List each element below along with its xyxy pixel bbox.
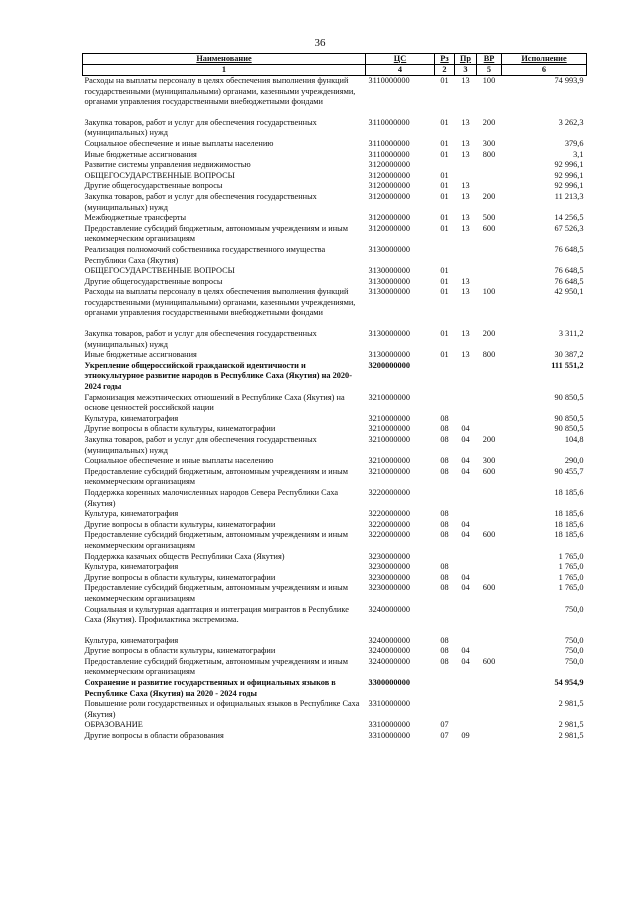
table-row bbox=[83, 467, 587, 488]
row-cs-code: 3120000000 bbox=[368, 160, 410, 170]
row-name: Реализация полномочий собственника государственного имущества Республики Саха (Якутия) bbox=[84, 244, 326, 265]
row-rz: 01 bbox=[440, 223, 449, 233]
row-cs-code: 3200000000 bbox=[368, 360, 410, 370]
row-name: Социальное обеспечение и иные выплаты населению bbox=[84, 138, 274, 148]
row-sum: 3 311,2 bbox=[558, 329, 584, 339]
row-cs-code: 3130000000 bbox=[368, 244, 410, 254]
table-row bbox=[83, 361, 587, 393]
table-row bbox=[83, 678, 587, 699]
row-cs-code: 3310000000 bbox=[368, 731, 410, 741]
table-row bbox=[83, 424, 587, 435]
row-vr: 200 bbox=[482, 117, 496, 127]
row-pr: 13 bbox=[461, 223, 470, 233]
row-pr: 04 bbox=[461, 424, 470, 434]
table-row bbox=[83, 509, 587, 520]
row-cs-code: 3210000000 bbox=[368, 435, 410, 444]
row-name: Поддержка казачьих обществ Республики Саха (Якутия) bbox=[84, 551, 285, 561]
header-rz: Рз bbox=[435, 54, 455, 65]
row-rz: 07 bbox=[440, 731, 449, 741]
row-pr: 13 bbox=[461, 76, 470, 85]
row-name: ОБРАЗОВАНИЕ bbox=[84, 720, 143, 730]
row-rz: 08 bbox=[440, 424, 449, 434]
row-cs-code: 3130000000 bbox=[368, 287, 410, 297]
row-rz: 08 bbox=[440, 646, 449, 656]
row-vr: 800 bbox=[482, 149, 496, 159]
row-pr bbox=[455, 636, 477, 647]
table-header bbox=[83, 54, 587, 76]
row-cs-code: 3110000000 bbox=[368, 149, 410, 159]
colnum-sum: 6 bbox=[502, 65, 587, 76]
row-pr: 13 bbox=[461, 329, 470, 339]
table-row bbox=[83, 393, 587, 414]
row-vr: 200 bbox=[482, 329, 496, 339]
row-cs-code: 3120000000 bbox=[368, 191, 410, 201]
row-rz: 01 bbox=[440, 181, 449, 191]
table-body bbox=[83, 76, 587, 742]
row-cs-code: 3210000000 bbox=[368, 424, 410, 434]
row-name: Предоставление субсидий бюджетным, автономным учреждениям и иным некоммерческим организациям bbox=[84, 466, 348, 487]
row-rz: 08 bbox=[440, 583, 449, 593]
row-name: Другие общегосударственные вопросы bbox=[84, 181, 223, 191]
row-vr bbox=[477, 573, 502, 584]
row-vr bbox=[477, 160, 502, 171]
row-pr: 04 bbox=[461, 646, 470, 656]
row-rz bbox=[435, 245, 455, 266]
row-name: Другие вопросы в области культуры, кинематографии bbox=[84, 424, 276, 434]
row-rz: 08 bbox=[440, 656, 449, 666]
row-sum: 2 981,5 bbox=[558, 699, 584, 709]
row-sum: 14 256,5 bbox=[554, 213, 584, 223]
row-sum: 1 765,0 bbox=[558, 551, 584, 561]
row-vr: 300 bbox=[482, 138, 496, 148]
row-rz: 08 bbox=[440, 572, 449, 582]
header-vr: ВР bbox=[477, 54, 502, 65]
row-sum: 76 648,5 bbox=[554, 244, 584, 254]
header-name: Наименование bbox=[83, 54, 366, 65]
row-vr bbox=[477, 520, 502, 531]
row-pr bbox=[455, 488, 477, 509]
row-vr bbox=[477, 731, 502, 742]
row-vr bbox=[477, 245, 502, 266]
row-name: Другие вопросы в области культуры, кинематографии bbox=[84, 646, 276, 656]
table-row bbox=[83, 160, 587, 171]
row-pr bbox=[455, 245, 477, 266]
colnum-name: 1 bbox=[83, 65, 366, 76]
row-rz bbox=[435, 393, 455, 414]
row-sum: 750,0 bbox=[564, 656, 584, 666]
row-sum: 379,6 bbox=[564, 138, 584, 148]
table-row bbox=[83, 181, 587, 192]
row-name: Другие вопросы в области культуры, кинематографии bbox=[84, 572, 276, 582]
row-cs-code: 3130000000 bbox=[368, 350, 410, 360]
row-rz: 08 bbox=[440, 530, 449, 540]
row-rz: 01 bbox=[440, 350, 449, 360]
row-pr bbox=[455, 393, 477, 414]
row-pr: 13 bbox=[461, 213, 470, 223]
table-row bbox=[83, 583, 587, 604]
table-row bbox=[83, 636, 587, 647]
row-cs-code: 3220000000 bbox=[368, 530, 410, 540]
row-vr: 600 bbox=[482, 466, 496, 476]
row-rz: 08 bbox=[440, 413, 449, 423]
row-name: Предоставление субсидий бюджетным, автономным учреждениям и иным некоммерческим организациям bbox=[84, 223, 348, 244]
row-pr: 13 bbox=[461, 181, 470, 191]
row-pr: 04 bbox=[461, 656, 470, 666]
row-name: Другие вопросы в области культуры, кинематографии bbox=[84, 519, 276, 529]
row-name: Закупка товаров, работ и услуг для обеспечения государственных (муниципальных) нужд bbox=[84, 435, 317, 455]
row-rz bbox=[435, 678, 455, 699]
table-row bbox=[83, 720, 587, 731]
row-cs-code: 3310000000 bbox=[368, 699, 410, 709]
row-pr: 04 bbox=[461, 583, 470, 593]
row-sum: 104,8 bbox=[564, 435, 584, 444]
row-name: Социальная и культурная адаптация и интеграция мигрантов в Республике Саха (Якутия). Профилактика экстремизма. bbox=[84, 604, 349, 625]
row-name: Культура, кинематография bbox=[84, 413, 179, 423]
row-sum: 1 765,0 bbox=[558, 583, 584, 593]
row-cs-code: 3210000000 bbox=[368, 413, 410, 423]
row-sum: 92 996,1 bbox=[554, 170, 584, 180]
row-vr: 600 bbox=[482, 656, 496, 666]
row-name: Культура, кинематография bbox=[84, 562, 179, 572]
row-pr bbox=[455, 361, 477, 393]
row-vr: 200 bbox=[482, 191, 496, 201]
table-row bbox=[83, 266, 587, 277]
row-vr bbox=[477, 488, 502, 509]
row-sum: 750,0 bbox=[564, 646, 584, 656]
row-cs-code: 3240000000 bbox=[368, 646, 410, 656]
row-pr bbox=[455, 562, 477, 573]
header-pr: Пр bbox=[455, 54, 477, 65]
row-sum: 11 213,3 bbox=[554, 191, 584, 201]
row-pr bbox=[455, 699, 477, 720]
row-sum: 111 551,2 bbox=[551, 360, 584, 370]
row-rz bbox=[435, 361, 455, 393]
table-row bbox=[83, 699, 587, 720]
row-name: Другие общегосударственные вопросы bbox=[84, 276, 223, 286]
row-pr: 09 bbox=[461, 731, 470, 741]
row-vr: 500 bbox=[482, 213, 496, 223]
row-name: Расходы на выплаты персоналу в целях обеспечения выполнения функций государственными (муниципальными) органами, казенными учреждениями, органами управления государственными внебюджетными фондами bbox=[84, 287, 356, 318]
row-rz: 07 bbox=[440, 720, 449, 730]
row-cs-code: 3210000000 bbox=[368, 466, 410, 476]
row-cs-code: 3120000000 bbox=[368, 223, 410, 233]
row-cs-code: 3300000000 bbox=[368, 678, 410, 688]
row-sum: 18 185,6 bbox=[554, 530, 584, 540]
row-rz: 01 bbox=[440, 170, 449, 180]
row-vr: 300 bbox=[482, 456, 496, 466]
row-cs-code: 3220000000 bbox=[368, 509, 410, 519]
row-name: Расходы на выплаты персоналу в целях обеспечения выполнения функций государственными (муниципальными) органами, казенными учреждениями, органами управления государственными внебюджетными фондами bbox=[84, 76, 356, 107]
table-row bbox=[83, 530, 587, 551]
row-vr bbox=[477, 646, 502, 657]
colnum-vr: 5 bbox=[477, 65, 502, 76]
row-name: Межбюджетные трансферты bbox=[84, 213, 187, 223]
row-name: Социальное обеспечение и иные выплаты населению bbox=[84, 456, 274, 466]
row-cs-code: 3240000000 bbox=[368, 604, 410, 614]
row-sum: 74 993,9 bbox=[554, 76, 584, 85]
row-sum: 90 850,5 bbox=[554, 424, 584, 434]
row-pr: 04 bbox=[461, 530, 470, 540]
row-sum: 18 185,6 bbox=[554, 519, 584, 529]
row-sum: 3 262,3 bbox=[558, 117, 584, 127]
row-vr bbox=[477, 509, 502, 520]
row-vr bbox=[477, 552, 502, 563]
header-cs: ЦС bbox=[366, 54, 435, 65]
row-name: Укрепление общероссийской гражданской идентичности и этнокультурное развитие народов в Республике Саха (Якутия) на 2020-2024 годы bbox=[84, 360, 352, 392]
row-sum: 2 981,5 bbox=[558, 720, 584, 730]
row-cs-code: 3120000000 bbox=[368, 170, 410, 180]
row-cs-code: 3220000000 bbox=[368, 519, 410, 529]
row-name: Закупка товаров, работ и услуг для обеспечения государственных (муниципальных) нужд bbox=[84, 117, 317, 138]
row-vr: 600 bbox=[482, 223, 496, 233]
row-pr bbox=[455, 266, 477, 277]
row-rz: 08 bbox=[440, 519, 449, 529]
row-cs-code: 3110000000 bbox=[368, 117, 410, 127]
table-row bbox=[83, 224, 587, 245]
table-row bbox=[83, 277, 587, 288]
row-vr bbox=[477, 562, 502, 573]
row-vr bbox=[477, 277, 502, 288]
row-rz: 08 bbox=[440, 509, 449, 519]
row-pr: 13 bbox=[461, 117, 470, 127]
row-sum: 42 950,1 bbox=[554, 287, 584, 297]
row-name: Иные бюджетные ассигнования bbox=[84, 149, 197, 159]
table-row bbox=[83, 76, 587, 118]
table-row bbox=[83, 192, 587, 213]
row-name: Культура, кинематография bbox=[84, 635, 179, 645]
table-row bbox=[83, 414, 587, 425]
table-row bbox=[83, 350, 587, 361]
row-vr: 800 bbox=[482, 350, 496, 360]
row-rz: 08 bbox=[440, 456, 449, 466]
row-cs-code: 3230000000 bbox=[368, 583, 410, 593]
row-name: Предоставление субсидий бюджетным, автономным учреждениям и иным некоммерческим организациям bbox=[84, 583, 348, 603]
row-pr: 04 bbox=[461, 519, 470, 529]
row-name: Развитие системы управления недвижимостью bbox=[84, 160, 251, 170]
row-sum: 30 387,2 bbox=[554, 350, 584, 360]
table-row bbox=[83, 488, 587, 509]
row-rz: 01 bbox=[440, 191, 449, 201]
row-cs-code: 3220000000 bbox=[368, 487, 410, 497]
row-cs-code: 3230000000 bbox=[368, 551, 410, 561]
row-pr: 04 bbox=[461, 435, 470, 444]
row-vr bbox=[477, 678, 502, 699]
colnum-pr: 3 bbox=[455, 65, 477, 76]
row-vr bbox=[477, 361, 502, 393]
row-pr bbox=[455, 605, 477, 636]
row-name: Предоставление субсидий бюджетным, автономным учреждениям и иным некоммерческим организациям bbox=[84, 656, 348, 677]
row-cs-code: 3120000000 bbox=[368, 181, 410, 191]
table-row bbox=[83, 562, 587, 573]
row-sum: 18 185,6 bbox=[554, 487, 584, 497]
table-row bbox=[83, 573, 587, 584]
row-pr bbox=[455, 720, 477, 731]
header-sum: Исполнение bbox=[502, 54, 587, 65]
row-vr bbox=[477, 393, 502, 414]
colnum-cs: 4 bbox=[366, 65, 435, 76]
row-name: ОБЩЕГОСУДАРСТВЕННЫЕ ВОПРОСЫ bbox=[84, 170, 235, 180]
table-row bbox=[83, 552, 587, 563]
table-row bbox=[83, 646, 587, 657]
row-sum: 1 765,0 bbox=[558, 572, 584, 582]
table-row bbox=[83, 139, 587, 150]
row-sum: 54 954,9 bbox=[554, 678, 584, 688]
table-row bbox=[83, 245, 587, 266]
row-rz: 01 bbox=[440, 266, 449, 276]
row-sum: 750,0 bbox=[564, 635, 584, 645]
row-vr: 100 bbox=[482, 76, 496, 85]
row-sum: 76 648,5 bbox=[554, 266, 584, 276]
row-vr: 600 bbox=[482, 583, 496, 593]
row-cs-code: 3240000000 bbox=[368, 635, 410, 645]
row-rz: 01 bbox=[440, 117, 449, 127]
row-vr bbox=[477, 181, 502, 192]
colnum-rz: 2 bbox=[435, 65, 455, 76]
row-cs-code: 3210000000 bbox=[368, 392, 410, 402]
row-rz: 01 bbox=[440, 138, 449, 148]
row-rz bbox=[435, 488, 455, 509]
table-row bbox=[83, 657, 587, 678]
row-name: ОБЩЕГОСУДАРСТВЕННЫЕ ВОПРОСЫ bbox=[84, 266, 235, 276]
row-pr: 04 bbox=[461, 456, 470, 466]
row-vr bbox=[477, 414, 502, 425]
table-row bbox=[83, 287, 587, 329]
row-rz: 01 bbox=[440, 76, 449, 85]
row-rz: 08 bbox=[440, 562, 449, 572]
row-sum: 18 185,6 bbox=[554, 509, 584, 519]
row-cs-code: 3210000000 bbox=[368, 456, 410, 466]
row-sum: 92 996,1 bbox=[554, 181, 584, 191]
table-row bbox=[83, 213, 587, 224]
row-pr bbox=[455, 678, 477, 699]
row-name: Другие вопросы в области образования bbox=[84, 731, 224, 741]
row-vr bbox=[477, 424, 502, 435]
row-cs-code: 3130000000 bbox=[368, 266, 410, 276]
page-number: 36 bbox=[314, 37, 326, 49]
row-pr bbox=[455, 160, 477, 171]
row-rz: 01 bbox=[440, 149, 449, 159]
row-cs-code: 3130000000 bbox=[368, 329, 410, 339]
row-vr bbox=[477, 699, 502, 720]
row-sum: 92 996,1 bbox=[554, 160, 584, 170]
row-vr: 100 bbox=[482, 287, 496, 297]
row-vr: 200 bbox=[482, 435, 496, 444]
row-sum: 2 981,5 bbox=[558, 731, 584, 741]
row-name: Сохранение и развитие государственных и официальных языков в Республике Саха (Якутия) на 2020 - 2024 годы bbox=[84, 678, 336, 698]
row-pr bbox=[455, 552, 477, 563]
table-row bbox=[83, 150, 587, 161]
row-name: Закупка товаров, работ и услуг для обеспечения государственных (муниципальных) нужд bbox=[84, 191, 317, 212]
row-vr bbox=[477, 605, 502, 636]
row-sum: 1 765,0 bbox=[558, 562, 584, 572]
row-pr: 04 bbox=[461, 466, 470, 476]
row-cs-code: 3120000000 bbox=[368, 213, 410, 223]
row-sum: 3,1 bbox=[573, 149, 584, 159]
row-rz: 01 bbox=[440, 329, 449, 339]
row-pr: 13 bbox=[461, 287, 470, 297]
table-row bbox=[83, 171, 587, 182]
row-pr: 13 bbox=[461, 276, 470, 286]
row-cs-code: 3130000000 bbox=[368, 276, 410, 286]
row-pr bbox=[455, 509, 477, 520]
row-name: Повышение роли государственных и официальных языков в Республике Саха (Якутия) bbox=[84, 699, 360, 719]
row-name: Предоставление субсидий бюджетным, автономным учреждениям и иным некоммерческим организациям bbox=[84, 530, 348, 550]
row-vr: 600 bbox=[482, 530, 496, 540]
table-row bbox=[83, 118, 587, 139]
row-cs-code: 3230000000 bbox=[368, 562, 410, 572]
row-name: Иные бюджетные ассигнования bbox=[84, 350, 197, 360]
row-pr: 13 bbox=[461, 149, 470, 159]
table-row bbox=[83, 731, 587, 742]
row-rz bbox=[435, 699, 455, 720]
row-rz: 01 bbox=[440, 276, 449, 286]
table-row bbox=[83, 520, 587, 531]
table-row bbox=[83, 329, 587, 350]
table-row bbox=[83, 605, 587, 636]
row-pr: 13 bbox=[461, 350, 470, 360]
row-sum: 90 455,7 bbox=[554, 466, 584, 476]
row-cs-code: 3310000000 bbox=[368, 720, 410, 730]
row-rz: 01 bbox=[440, 287, 449, 297]
row-vr bbox=[477, 171, 502, 182]
table-row bbox=[83, 456, 587, 467]
row-sum: 290,0 bbox=[564, 456, 584, 466]
row-name: Поддержка коренных малочисленных народов Севера Республики Саха (Якутия) bbox=[84, 487, 339, 508]
row-vr bbox=[477, 636, 502, 647]
row-sum: 67 526,3 bbox=[554, 223, 584, 233]
row-cs-code: 3110000000 bbox=[368, 76, 410, 85]
row-name: Культура, кинематография bbox=[84, 509, 179, 519]
row-pr bbox=[455, 171, 477, 182]
row-pr: 04 bbox=[461, 572, 470, 582]
row-vr bbox=[477, 266, 502, 277]
row-cs-code: 3230000000 bbox=[368, 572, 410, 582]
row-pr: 13 bbox=[461, 138, 470, 148]
row-rz: 08 bbox=[440, 635, 449, 645]
row-rz bbox=[435, 552, 455, 563]
row-sum: 90 850,5 bbox=[554, 392, 584, 402]
row-sum: 90 850,5 bbox=[554, 413, 584, 423]
row-rz: 08 bbox=[440, 435, 449, 444]
table-row bbox=[83, 435, 587, 456]
row-sum: 76 648,5 bbox=[554, 276, 584, 286]
budget-table bbox=[82, 53, 587, 742]
row-pr bbox=[455, 414, 477, 425]
row-rz: 08 bbox=[440, 466, 449, 476]
row-cs-code: 3240000000 bbox=[368, 656, 410, 666]
row-cs-code: 3110000000 bbox=[368, 138, 410, 148]
row-vr bbox=[477, 720, 502, 731]
row-sum: 750,0 bbox=[564, 604, 584, 614]
row-pr: 13 bbox=[461, 191, 470, 201]
row-rz bbox=[435, 160, 455, 171]
row-rz: 01 bbox=[440, 213, 449, 223]
row-name: Гармонизация межэтнических отношений в Республике Саха (Якутия) на основе ценностей российской нации bbox=[84, 392, 345, 413]
row-name: Закупка товаров, работ и услуг для обеспечения государственных (муниципальных) нужд bbox=[84, 329, 317, 349]
row-rz bbox=[435, 605, 455, 636]
